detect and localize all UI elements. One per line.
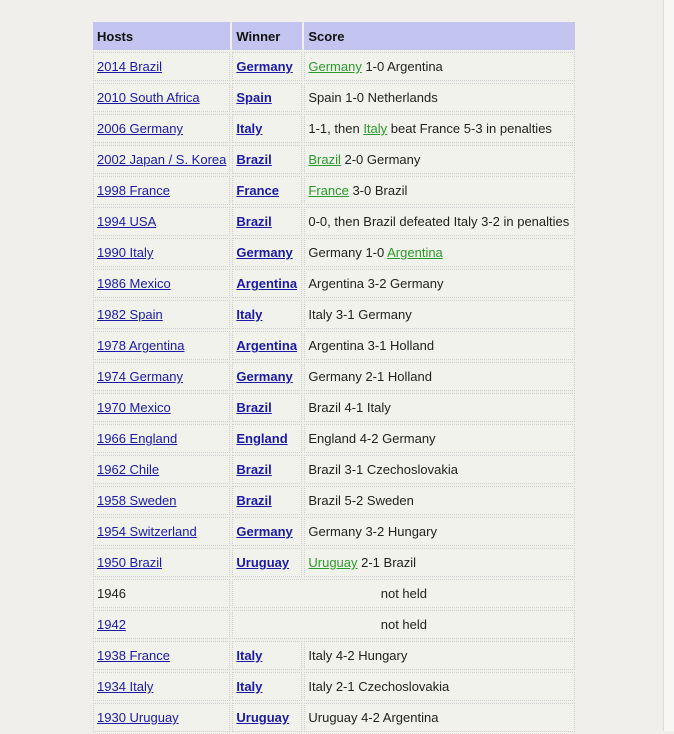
winner-cell bbox=[232, 300, 302, 329]
table-row bbox=[93, 331, 575, 360]
table-row bbox=[93, 83, 575, 112]
host-link[interactable]: 1970 Mexico bbox=[97, 400, 171, 415]
table-row bbox=[93, 300, 575, 329]
host-cell bbox=[93, 114, 230, 143]
winner-link[interactable]: England bbox=[236, 431, 288, 446]
score-team-link[interactable]: Germany bbox=[308, 59, 362, 74]
host-cell bbox=[93, 362, 230, 391]
not-held-cell: not held bbox=[232, 610, 575, 639]
host-cell bbox=[93, 579, 230, 608]
score-cell bbox=[304, 52, 575, 81]
host-link[interactable]: 1974 Germany bbox=[97, 369, 183, 384]
score-cell bbox=[304, 548, 575, 577]
score-cell bbox=[304, 455, 575, 484]
score-text: 1-0 Argentina bbox=[361, 59, 443, 74]
host-cell bbox=[93, 176, 230, 205]
score-text: England 4-2 Germany bbox=[308, 431, 436, 446]
host-link[interactable]: 1966 England bbox=[97, 431, 178, 446]
host-cell bbox=[93, 145, 230, 174]
host-cell bbox=[93, 393, 230, 422]
table-row bbox=[93, 238, 575, 267]
winner-link[interactable]: Argentina bbox=[236, 338, 298, 353]
winner-cell bbox=[232, 703, 302, 732]
host-link[interactable]: 1934 Italy bbox=[97, 679, 154, 694]
score-cell bbox=[304, 331, 575, 360]
score-team-link[interactable]: Italy bbox=[363, 121, 388, 136]
host-cell bbox=[93, 610, 230, 639]
world-cup-table bbox=[91, 20, 577, 734]
score-cell bbox=[304, 641, 575, 670]
score-cell bbox=[304, 114, 575, 143]
score-text: 1-1, then bbox=[308, 121, 364, 136]
table-row bbox=[93, 517, 575, 546]
score-text: Italy 3-1 Germany bbox=[308, 307, 412, 322]
score-text: Italy 2-1 Czechoslovakia bbox=[308, 679, 450, 694]
score-cell bbox=[304, 176, 575, 205]
winner-link[interactable]: Germany bbox=[236, 245, 293, 260]
winner-cell bbox=[232, 548, 302, 577]
winner-cell bbox=[232, 207, 302, 236]
winner-link[interactable]: Germany bbox=[236, 524, 293, 539]
winner-cell bbox=[232, 455, 302, 484]
host-cell bbox=[93, 424, 230, 453]
table-row bbox=[93, 207, 575, 236]
table-row bbox=[93, 52, 575, 81]
host-cell bbox=[93, 300, 230, 329]
score-cell bbox=[304, 145, 575, 174]
table-row bbox=[93, 641, 575, 670]
winner-cell bbox=[232, 269, 302, 298]
winner-link[interactable]: Brazil bbox=[236, 462, 272, 477]
table-row bbox=[93, 455, 575, 484]
table-row bbox=[93, 269, 575, 298]
winner-cell bbox=[232, 176, 302, 205]
winner-link[interactable]: Brazil bbox=[236, 214, 272, 229]
winner-cell bbox=[232, 486, 302, 515]
host-cell bbox=[93, 455, 230, 484]
host-link[interactable]: 2006 Germany bbox=[97, 121, 183, 136]
host-cell bbox=[93, 83, 230, 112]
score-team-link[interactable]: Argentina bbox=[387, 245, 443, 260]
score-text: 2-1 Brazil bbox=[357, 555, 417, 570]
score-cell bbox=[304, 238, 575, 267]
table-row bbox=[93, 548, 575, 577]
score-cell bbox=[304, 486, 575, 515]
score-team-link[interactable]: Uruguay bbox=[308, 555, 358, 570]
winner-cell bbox=[232, 362, 302, 391]
table-row bbox=[93, 672, 575, 701]
winner-link[interactable]: Germany bbox=[236, 369, 293, 384]
host-link[interactable]: 1982 Spain bbox=[97, 307, 163, 322]
host-link[interactable]: 1942 bbox=[97, 617, 126, 632]
host-cell bbox=[93, 641, 230, 670]
table-row bbox=[93, 176, 575, 205]
score-cell bbox=[304, 300, 575, 329]
scrollbar-edge[interactable] bbox=[663, 0, 674, 731]
table-row bbox=[93, 362, 575, 391]
score-text: Argentina 3-2 Germany bbox=[308, 276, 444, 291]
score-text: Brazil 5-2 Sweden bbox=[308, 493, 414, 508]
host-link[interactable]: 1990 Italy bbox=[97, 245, 154, 260]
winner-cell bbox=[232, 145, 302, 174]
winner-link[interactable]: Brazil bbox=[236, 400, 272, 415]
table-row bbox=[93, 393, 575, 422]
host-text: 1946 bbox=[97, 586, 126, 601]
host-cell bbox=[93, 548, 230, 577]
host-cell bbox=[93, 52, 230, 81]
score-text: 0-0, then Brazil defeated Italy 3-2 in penalties bbox=[308, 214, 570, 229]
score-cell bbox=[304, 393, 575, 422]
table-row bbox=[93, 703, 575, 732]
winner-cell bbox=[232, 393, 302, 422]
table-row bbox=[93, 424, 575, 453]
host-link[interactable]: 1962 Chile bbox=[97, 462, 160, 477]
host-link[interactable]: 1938 France bbox=[97, 648, 170, 663]
winner-link[interactable]: Brazil bbox=[236, 152, 272, 167]
header-hosts: Hosts bbox=[93, 22, 230, 50]
winner-link[interactable]: France bbox=[236, 183, 280, 198]
host-link[interactable]: 1958 Sweden bbox=[97, 493, 177, 508]
winner-link[interactable]: Uruguay bbox=[236, 710, 290, 725]
score-text: Uruguay 4-2 Argentina bbox=[308, 710, 439, 725]
host-cell bbox=[93, 269, 230, 298]
winner-link[interactable]: Brazil bbox=[236, 493, 272, 508]
score-team-link[interactable]: France bbox=[308, 183, 349, 198]
host-cell bbox=[93, 672, 230, 701]
host-link[interactable]: 1986 Mexico bbox=[97, 276, 171, 291]
score-text: Argentina 3-1 Holland bbox=[308, 338, 435, 353]
score-cell bbox=[304, 83, 575, 112]
score-text: Germany 2-1 Holland bbox=[308, 369, 432, 384]
host-link[interactable]: 1994 USA bbox=[97, 214, 157, 229]
winner-link[interactable]: Italy bbox=[236, 648, 263, 663]
table-row bbox=[93, 114, 575, 143]
table-row bbox=[93, 579, 575, 608]
host-link[interactable]: 1950 Brazil bbox=[97, 555, 163, 570]
host-link[interactable]: 1998 France bbox=[97, 183, 170, 198]
score-text: Germany 3-2 Hungary bbox=[308, 524, 437, 539]
winner-cell bbox=[232, 52, 302, 81]
table-header-row bbox=[93, 22, 575, 50]
host-link[interactable]: 2014 Brazil bbox=[97, 59, 163, 74]
table-row bbox=[93, 145, 575, 174]
host-link[interactable]: 2010 South Africa bbox=[97, 90, 200, 105]
table-row bbox=[93, 610, 575, 639]
winner-cell bbox=[232, 83, 302, 112]
header-winner: Winner bbox=[232, 22, 302, 50]
winner-link[interactable]: Spain bbox=[236, 90, 272, 105]
table-body bbox=[93, 52, 575, 732]
not-held-cell: not held bbox=[232, 579, 575, 608]
winner-cell bbox=[232, 672, 302, 701]
score-cell bbox=[304, 517, 575, 546]
host-cell bbox=[93, 238, 230, 267]
score-team-link[interactable]: Brazil bbox=[308, 152, 341, 167]
winner-link[interactable]: Uruguay bbox=[236, 555, 290, 570]
header-score: Score bbox=[304, 22, 575, 50]
winner-cell bbox=[232, 641, 302, 670]
score-text: Brazil 4-1 Italy bbox=[308, 400, 391, 415]
score-text: Germany 1-0 bbox=[308, 245, 388, 260]
score-cell bbox=[304, 672, 575, 701]
host-link[interactable]: 2002 Japan / S. Korea bbox=[97, 152, 227, 167]
score-cell bbox=[304, 362, 575, 391]
winner-link[interactable]: Italy bbox=[236, 307, 263, 322]
winner-link[interactable]: Germany bbox=[236, 59, 293, 74]
score-text: Brazil 3-1 Czechoslovakia bbox=[308, 462, 458, 477]
winner-cell bbox=[232, 424, 302, 453]
score-text: beat France 5-3 in penalties bbox=[387, 121, 552, 136]
winner-cell bbox=[232, 517, 302, 546]
host-cell bbox=[93, 703, 230, 732]
winner-link[interactable]: Italy bbox=[236, 679, 263, 694]
score-text: 3-0 Brazil bbox=[348, 183, 408, 198]
table-row bbox=[93, 486, 575, 515]
score-cell bbox=[304, 207, 575, 236]
score-cell bbox=[304, 703, 575, 732]
host-cell bbox=[93, 207, 230, 236]
host-link[interactable]: 1954 Switzerland bbox=[97, 524, 197, 539]
winner-cell bbox=[232, 238, 302, 267]
winner-link[interactable]: Italy bbox=[236, 121, 263, 136]
host-cell bbox=[93, 331, 230, 360]
score-cell bbox=[304, 424, 575, 453]
winner-cell bbox=[232, 114, 302, 143]
score-text: Italy 4-2 Hungary bbox=[308, 648, 408, 663]
score-cell bbox=[304, 269, 575, 298]
host-link[interactable]: 1930 Uruguay bbox=[97, 710, 179, 725]
host-link[interactable]: 1978 Argentina bbox=[97, 338, 185, 353]
score-text: 2-0 Germany bbox=[340, 152, 421, 167]
host-cell bbox=[93, 517, 230, 546]
winner-link[interactable]: Argentina bbox=[236, 276, 298, 291]
host-cell bbox=[93, 486, 230, 515]
score-text: Spain 1-0 Netherlands bbox=[308, 90, 438, 105]
winner-cell bbox=[232, 331, 302, 360]
